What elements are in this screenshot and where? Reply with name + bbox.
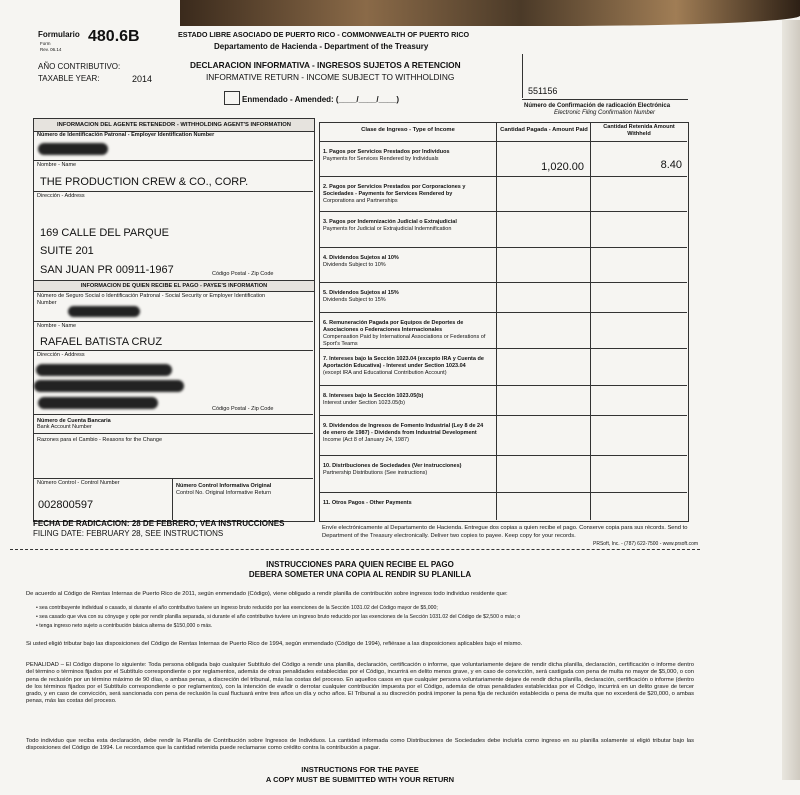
prsoft-credit: PRSoft, Inc. - (787) 622-7500 - www.prsoft.com	[593, 541, 699, 547]
agent-address-label: Dirección - Address	[37, 193, 85, 199]
control-divider	[172, 478, 173, 520]
form-rev-2: Rev. 06.14	[40, 47, 62, 52]
table-row-divider	[319, 176, 687, 177]
original-control-label-en: Control No. Original Informative Return	[176, 490, 272, 496]
reasons-label: Razones para el Cambio - Reasons for the Change	[37, 437, 163, 443]
income-type-label: 4. Dividendos Sujetos al 10%	[323, 255, 399, 261]
income-type-label-en: Compensation Paid by International Associations or Federations of Sport's Teams	[323, 334, 486, 347]
table-row-divider	[319, 455, 687, 456]
income-type-label: 9. Dividendos de Ingresos de Fomento Industrial (Ley 8 de 24 de enero de 1987) - Dividends from Industrial Development	[323, 423, 484, 436]
income-type-label: 2. Pagos por Servicios Prestados por Corporaciones y Sociedades - Payments for Services Rendered by	[323, 184, 466, 197]
income-type-cell	[323, 219, 491, 233]
table-row-divider	[319, 348, 687, 349]
income-type-label-en: Income (Act 8 of January 24, 1987)	[323, 437, 409, 443]
table-row-divider	[319, 492, 687, 493]
form-number: 480.6B	[88, 28, 140, 45]
bank-account-label: Número de Cuenta Bancaria	[37, 418, 111, 424]
divider	[33, 414, 313, 415]
informative-title: INFORMATIVE RETURN - INCOME SUBJECT TO WITHHOLDING	[206, 72, 455, 82]
confirmation-underline	[522, 99, 688, 100]
income-type-cell	[323, 500, 491, 507]
divider	[33, 433, 313, 434]
bullet-3-text: tenga ingreso neto sujeto a contribución básica alterna de $150,000 o más.	[39, 623, 213, 629]
confirmation-label-en: Electronic Filing Confirmation Number	[554, 110, 656, 116]
instructions-paragraph-4: Todo individuo que reciba esta declaración, debe rendir la Planilla de Contribución sobre Ingresos de Individuos. La cantidad informada como Distribuciones de Sociedades debe incluirla como ingreso en su planilla solamente si eligió tributar bajo las disposiciones del Código de 1994. Le recordamos que la cantidad retenida puede reclamarse como crédito contra la contribución a pagar.	[26, 738, 694, 752]
income-type-label-en: Partnership Distributions (See instructions)	[323, 470, 428, 476]
table-row-divider	[319, 282, 687, 283]
confirmation-number: 551156	[528, 86, 558, 96]
confirmation-label: Número de Confirmación de radicación Electrónica	[524, 103, 671, 109]
agent-name: THE PRODUCTION CREW & CO., CORP.	[40, 176, 249, 188]
employer-id-label: Número de Identificación Patronal - Employer Identification Number	[37, 132, 215, 138]
photo-background-top	[180, 0, 800, 26]
amended-label: Enmendado - Amended: (____/____/____)	[242, 95, 400, 104]
taxable-year-label: TAXABLE YEAR:	[38, 74, 100, 83]
confirmation-divider	[522, 54, 523, 98]
income-type-label: 6. Remuneración Pagada por Equipos de Deportes de Asociaciones o Federaciones Internacionales	[323, 320, 464, 333]
table-col-divider-2	[590, 122, 591, 520]
col-type-header: Clase de Ingreso - Type of Income	[361, 127, 455, 133]
income-type-label: 7. Intereses bajo la Sección 1023.04 (excepto IRA y Cuenta de Aportación Educativa) - Interest under Section 1023.04	[323, 356, 484, 369]
ano-contributivo-label: AÑO CONTRIBUTIVO:	[38, 62, 121, 71]
agent-address-line1: 169 CALLE DEL PARQUE	[40, 227, 170, 239]
income-type-cell	[323, 393, 491, 407]
amended-checkbox[interactable]	[224, 91, 240, 105]
amount-paid-cell[interactable]: 1,020.00	[541, 161, 584, 173]
income-type-label-en: (except IRA and Educational Contribution Account)	[323, 370, 447, 376]
payee-zip-label: Código Postal - Zip Code	[212, 406, 274, 412]
instructions-title-1: INSTRUCCIONES PARA QUIEN RECIBE EL PAGO	[266, 560, 454, 569]
payee-name-label: Nombre - Name	[37, 323, 77, 329]
income-type-cell	[323, 320, 491, 348]
penalty-paragraph: PENALIDAD – El Código dispone lo siguiente: Toda persona obligada bajo cualquier Subtítulo del Código a rendir una planilla, declaración, certificación o informe, que voluntariamente dejare de rendir dicha planilla, declaración, certificación o informe dentro del término o términos fijados por el Subtítulo correspondiente o por reglamentos, además de otras penalidades establecidas por el Código, incurrirá en delito menos grave, y en caso de convicción, será castigada con pena de multa no mayor de $5,000, o con pena de reclusión por un término máximo de 90 días, o ambas penas, a discreción del tribunal, más las costas del proceso. En aquellos casos en que cualquier persona voluntariamente dejare de rendir dicha planilla, declaración, certificación o informe (dentro de los términos fijados por el Subtítulo correspondiente o por reglamentos), con la intención de evadir o derrotar cualquier contribución impuesta por el Código, además de otras penalidades establecidas por el Código, incurrirá en un delito grave de tercer grado, y en caso de convicción, será sancionada con pena de reclusión la cual fluctuará entre tres años un día y ocho años. El Tribunal a su discreción podrá imponer la pena fija de reclusión establecida o pena de multa que no excederá de $20,000, o ambas penas, más las costas del proceso.	[26, 662, 694, 705]
instructions-en-title-1: INSTRUCTIONS FOR THE PAYEE	[301, 765, 419, 774]
payee-address-redacted-3	[38, 397, 158, 409]
payee-name: RAFAEL BATISTA CRUZ	[40, 336, 163, 348]
agent-section-title: INFORMACION DEL AGENTE RETENEDOR - WITHHOLDING AGENT'S INFORMATION	[33, 118, 315, 132]
agent-address-line2: SUITE 201	[40, 245, 94, 257]
bullet-1: • sea contribuyente individual o casado, si durante el año contributivo tuviere un ingreso bruto reducido por las exenciones de la Sección 1031.02 del Código mayor de $5,000;	[36, 605, 438, 611]
control-number-label: Número Control - Control Number	[37, 480, 120, 486]
send-instructions: Envíe electrónicamente al Departamento de Hacienda. Entregue dos copias a quien recibe el pago. Conserve copia para sus récords. Send to Department of the Treasury electronically. Deliver two copies to payee. Keep copy for your records.	[322, 525, 688, 539]
divider	[33, 160, 313, 161]
income-type-cell	[323, 290, 491, 304]
income-type-cell	[323, 423, 491, 444]
form-rev-1: Form	[40, 41, 51, 46]
filing-date-es: FECHA DE RADICACION: 28 DE FEBRERO, VEA INSTRUCCIONES	[33, 519, 285, 528]
instructions-en-title-2: A COPY MUST BE SUBMITTED WITH YOUR RETURN	[265, 775, 455, 784]
agent-address-line3: SAN JUAN PR 00911-1967	[40, 264, 174, 276]
table-header-divider	[319, 141, 687, 142]
divider	[33, 191, 313, 192]
table-row-divider	[319, 415, 687, 416]
payee-ssn-label: Número de Seguro Social o Identificación Patronal - Social Security or Employer Identification	[37, 293, 266, 299]
table-row-divider	[319, 247, 687, 248]
instructions-intro: De acuerdo al Código de Rentas Internas de Puerto Rico de 2011, según enmendado (Código), viene obligado a rendir planilla de contribución sobre ingresos todo individuo residente que:	[26, 591, 508, 597]
income-type-label-en: Dividends Subject to 10%	[323, 262, 386, 268]
instructions-title-2: DEBERA SOMETER UNA COPIA AL RENDIR SU PLANILLA	[248, 570, 472, 579]
declaracion-title: DECLARACION INFORMATIVA - INGRESOS SUJETOS A RETENCION	[190, 60, 461, 70]
filing-date-en: FILING DATE: FEBRUARY 28, SEE INSTRUCTIONS	[33, 529, 224, 538]
agent-name-label: Nombre - Name	[37, 162, 77, 168]
income-type-label-en: Payments for Services Rendered by Individuals	[323, 156, 439, 162]
income-type-label: 8. Intereses bajo la Sección 1023.05(b)	[323, 393, 424, 399]
payee-address-label: Dirección - Address	[37, 352, 85, 358]
control-number: 002800597	[38, 499, 94, 511]
bullet-2: • sea casado que viva con su cónyuge y opte por rendir planilla separada, si durante el año contributivo tuviere un ingreso bruto reducido por las exenciones de la Sección 1031.02 del Código de $2,500 o más; o	[36, 614, 521, 620]
divider	[33, 478, 313, 479]
payee-address-redacted-2	[34, 380, 184, 392]
income-type-label: 5. Dividendos Sujetos al 15%	[323, 290, 399, 296]
payee-address-redacted-1	[36, 364, 172, 376]
income-type-cell	[323, 356, 491, 377]
income-type-label: 11. Otros Pagos - Other Payments	[323, 500, 412, 506]
income-type-cell	[323, 463, 491, 477]
income-type-cell	[323, 184, 491, 205]
photo-background-right	[782, 20, 800, 780]
departamento-title: Departamento de Hacienda - Department of the Treasury	[214, 42, 429, 51]
income-type-label-en: Interest under Section 1023.05(b)	[323, 400, 405, 406]
payee-ssn-label-2: Number	[37, 300, 57, 306]
income-type-label: 3. Pagos por Indemnización Judicial o Extrajudicial	[323, 219, 457, 225]
income-type-label: 1. Pagos por Servicios Prestados por Individuos	[323, 149, 450, 155]
payee-ssn-redacted	[68, 306, 140, 317]
income-type-label-en: Corporations and Partnerships	[323, 198, 398, 204]
formulario-label: Formulario	[38, 30, 80, 39]
col-paid-header: Cantidad Pagada - Amount Paid	[500, 127, 588, 133]
income-type-label-en: Payments for Judicial or Extrajudicial Indemnification	[323, 226, 452, 232]
payee-section-title: INFORMACION DE QUIEN RECIBE EL PAGO - PAYEE'S INFORMATION	[33, 280, 315, 292]
income-type-label-en: Dividends Subject to 15%	[323, 297, 386, 303]
income-type-cell	[323, 255, 491, 269]
estado-libre-title: ESTADO LIBRE ASOCIADO DE PUERTO RICO - COMMONWEALTH OF PUERTO RICO	[178, 30, 470, 39]
bullet-1-text: sea contribuyente individual o casado, si durante el año contributivo tuviere un ingreso bruto reducido por las exenciones de la Sección 1031.02 del Código mayor de $5,000;	[39, 605, 438, 611]
bullet-3: • tenga ingreso neto sujeto a contribución básica alterna de $150,000 o más.	[36, 623, 213, 629]
employer-id-redacted	[38, 143, 108, 155]
divider	[33, 321, 313, 322]
table-row-divider	[319, 385, 687, 386]
amount-withheld-cell[interactable]: 8.40	[660, 159, 682, 171]
original-control-label: Número Control Informativa Original	[176, 483, 272, 489]
bank-account-label-en: Bank Account Number	[37, 424, 92, 430]
agent-zip-label: Código Postal - Zip Code	[212, 271, 274, 277]
col-withheld-header: Cantidad Retenida Amount Withheld	[603, 124, 675, 137]
income-type-label: 10. Distribuciones de Sociedades (Ver instrucciones)	[323, 463, 462, 469]
cut-line	[10, 549, 700, 550]
divider	[33, 350, 313, 351]
table-row-divider	[319, 211, 687, 212]
taxable-year-value: 2014	[132, 74, 153, 84]
instructions-paragraph-2: Si usted eligió tributar bajo las disposiciones del Código de Rentas Internas de Puerto Rico de 1994, según enmendado (Código de 1994), refiérase a las disposiciones aplicables bajo el mismo.	[26, 641, 523, 647]
income-type-cell	[323, 149, 491, 163]
table-col-divider-1	[496, 122, 497, 520]
bullet-2-text: sea casado que viva con su cónyuge y opte por rendir planilla separada, si durante el año contributivo tuviere un ingreso bruto reducido por las exenciones de la Sección 1031.02 del Código de $2,500 o más; o	[39, 614, 521, 620]
table-row-divider	[319, 312, 687, 313]
